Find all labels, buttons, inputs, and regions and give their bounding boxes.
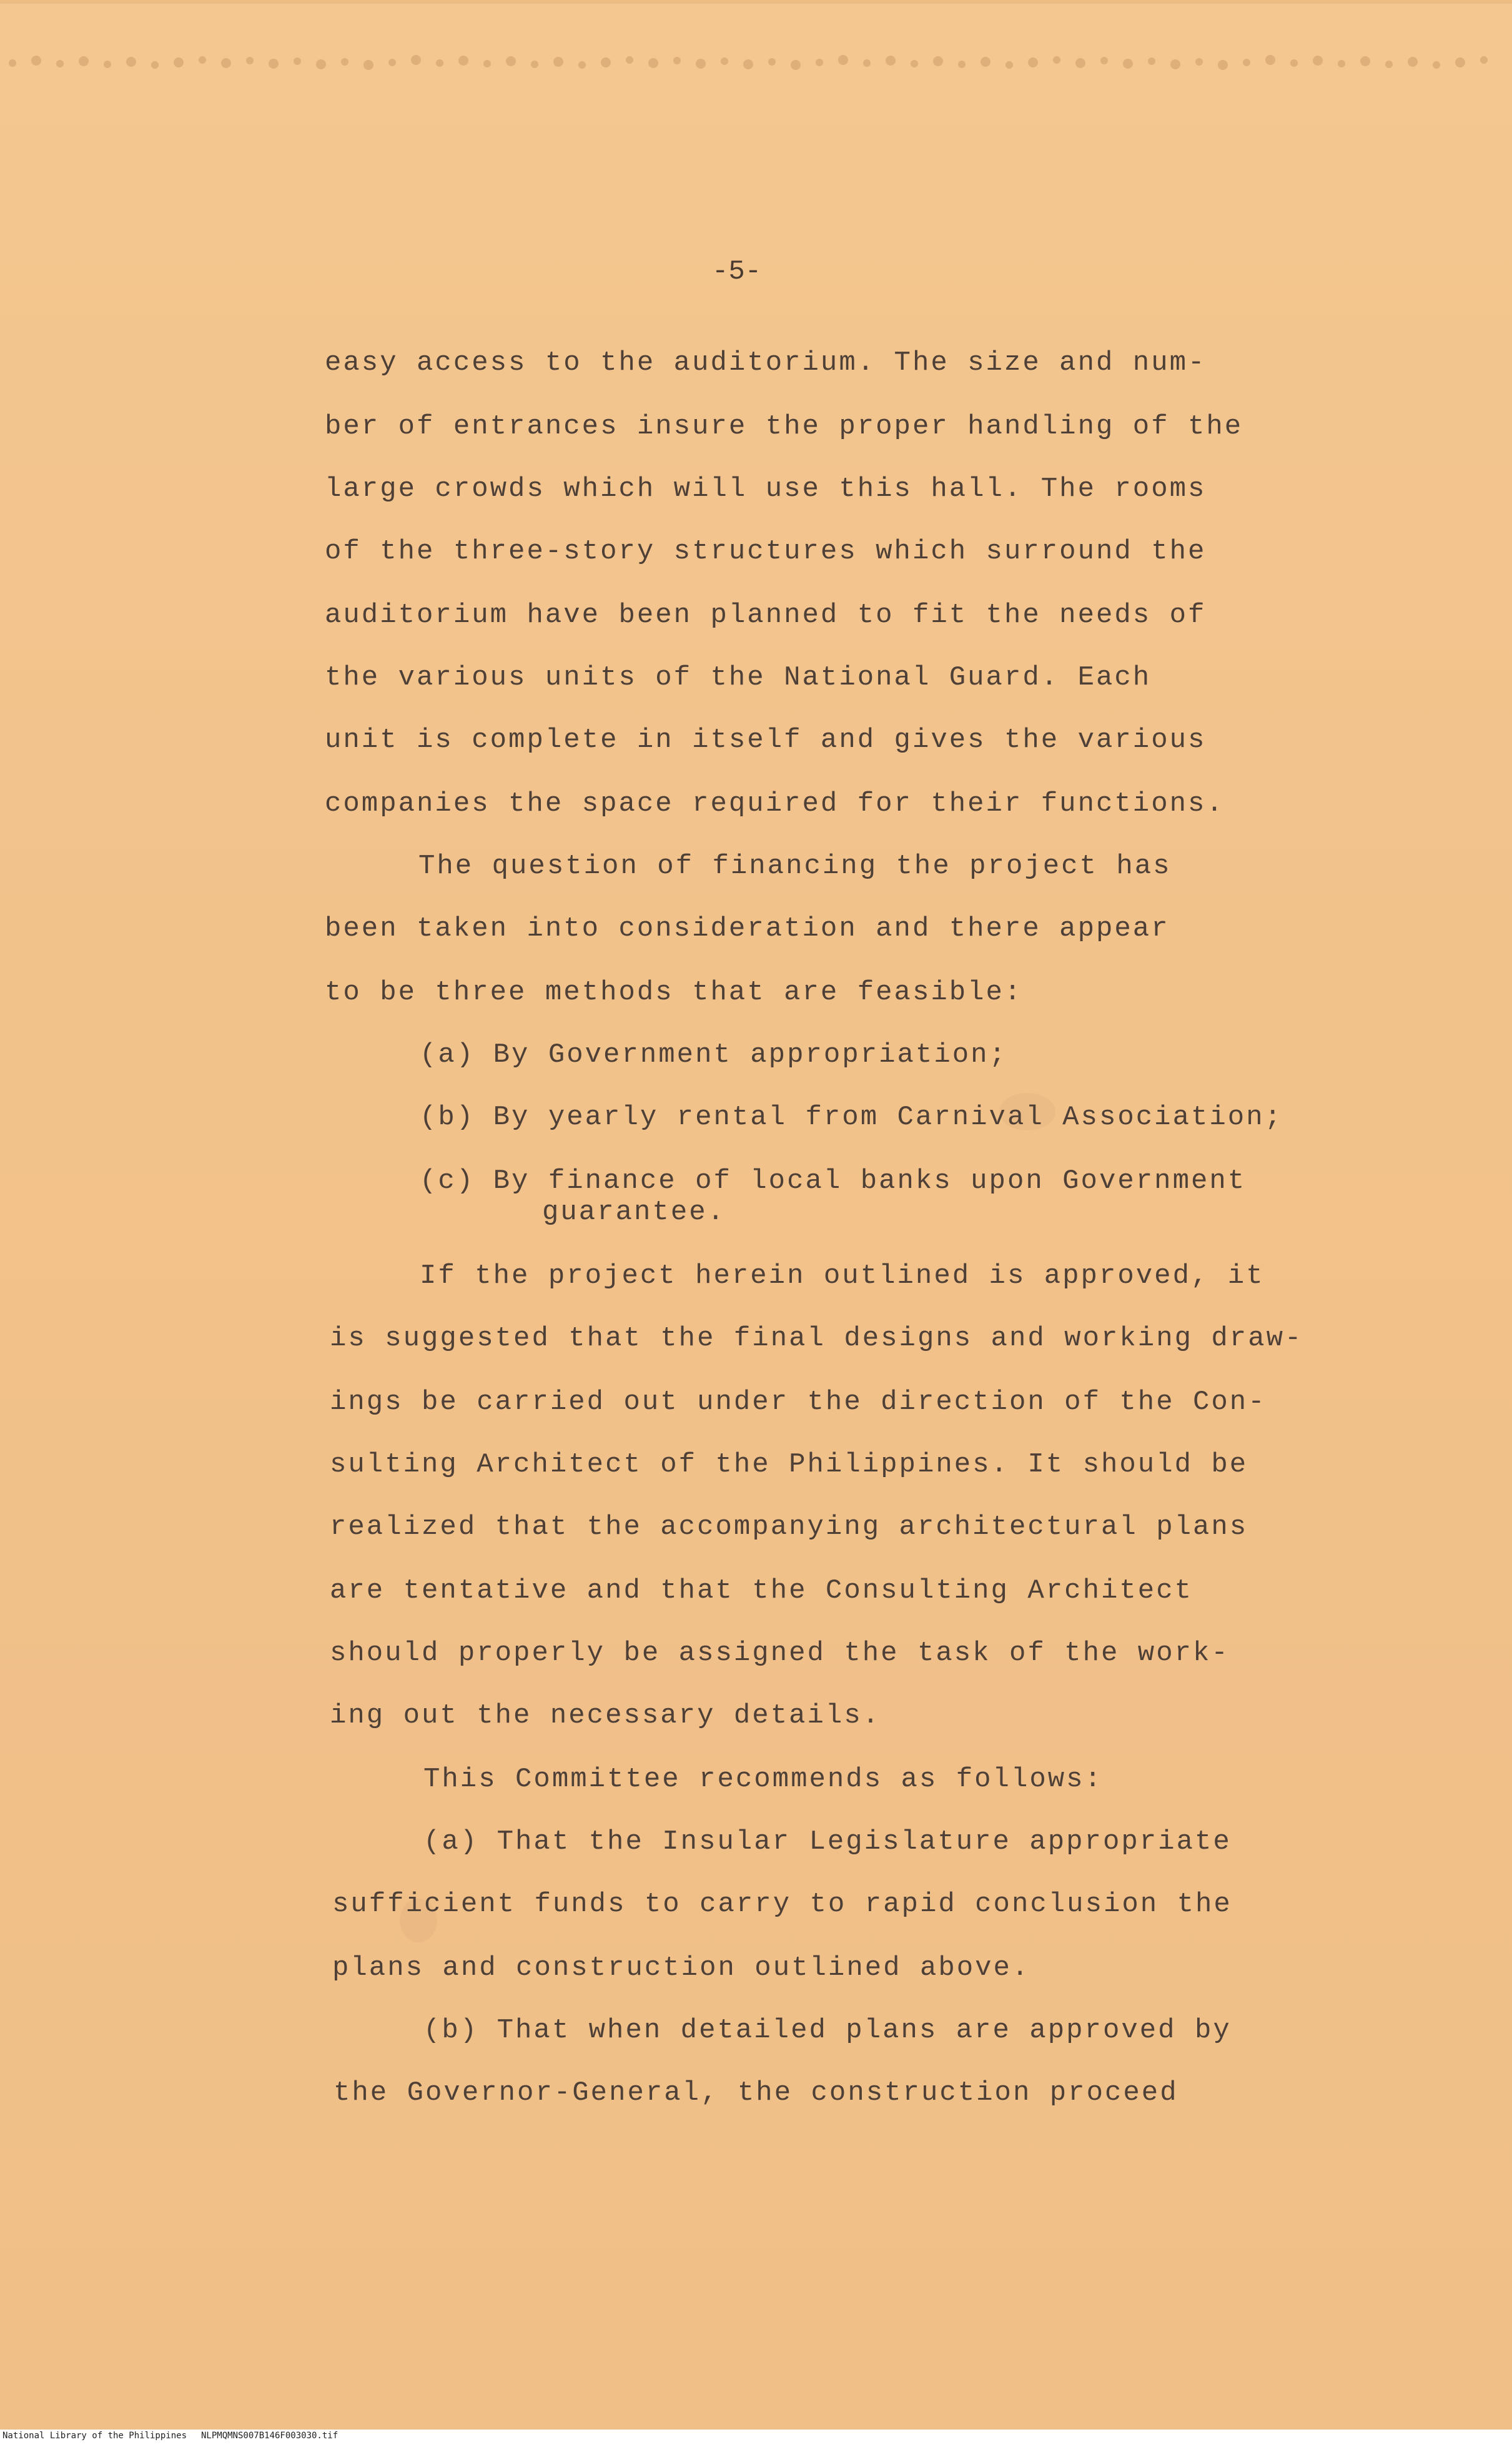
perforation-hole xyxy=(1455,57,1465,67)
perforation-hole xyxy=(1218,60,1228,70)
text-line: ing out the necessary details. xyxy=(330,1700,881,1731)
perforation-hole xyxy=(1433,61,1440,69)
perforation-hole xyxy=(294,57,301,65)
perforation-hole xyxy=(1313,56,1323,66)
text-line: The question of financing the project has xyxy=(418,851,1172,882)
perforation-hole xyxy=(1360,56,1370,66)
perforation-hole xyxy=(221,58,231,68)
perforation-hole xyxy=(31,56,41,66)
perforation-hole xyxy=(1480,56,1488,64)
perforation-hole xyxy=(341,58,348,66)
perforation-hole xyxy=(601,57,611,67)
text-line: If the project herein outlined is approved, it xyxy=(420,1260,1265,1292)
perforation-hole xyxy=(1385,61,1393,68)
perforation-hole xyxy=(1170,59,1180,69)
footer-library-name: National Library of the Philippines xyxy=(2,2431,187,2441)
perforation-hole xyxy=(1028,57,1038,67)
text-line: should properly be assigned the task of the work- xyxy=(330,1638,1230,1669)
perforation-hole xyxy=(506,56,516,66)
perforation-hole xyxy=(1243,59,1250,66)
text-line: sufficient funds to carry to rapid conclusion the xyxy=(332,1889,1232,1920)
perforation-hole xyxy=(1006,61,1013,69)
text-line: easy access to the auditorium. The size and num- xyxy=(325,347,1207,378)
text-line: auditorium have been planned to fit the needs of xyxy=(325,600,1207,631)
perforation-hole xyxy=(104,61,111,68)
list-item: (b) That when detailed plans are approved by xyxy=(423,2015,1232,2046)
list-item: (b) By yearly rental from Carnival Association; xyxy=(420,1102,1283,1133)
text-line: unit is complete in itself and gives the various xyxy=(325,724,1207,756)
perforation-hole xyxy=(911,60,918,67)
perforation-hole xyxy=(1075,58,1085,68)
list-item: (a) That the Insular Legislature appropriate xyxy=(423,1826,1232,1857)
perforation-hole xyxy=(1265,55,1275,65)
perforation-hole xyxy=(933,56,943,66)
perforation-hole xyxy=(1290,59,1298,67)
text-line: the Governor-General, the construction proceed xyxy=(334,2077,1178,2108)
perforation-hole xyxy=(838,55,848,65)
perforation-hole xyxy=(458,56,468,66)
perforation-hole xyxy=(886,56,896,66)
perforation-hole xyxy=(743,59,753,69)
perforation-hole xyxy=(721,57,728,65)
perforation-hole xyxy=(768,58,776,66)
perforation-hole xyxy=(1053,56,1060,64)
text-line: is suggested that the final designs and working draw- xyxy=(330,1323,1303,1354)
footer-file-id: NLPMQMNS007B146F003030.tif xyxy=(201,2431,338,2441)
list-item: (c) By finance of local banks upon Government xyxy=(420,1165,1247,1197)
text-line: of the three-story structures which surround the xyxy=(325,536,1207,567)
perforation-marks xyxy=(0,0,1512,125)
perforation-hole xyxy=(791,60,801,70)
perforation-hole xyxy=(626,56,633,64)
text-line: ber of entrances insure the proper handling of the xyxy=(325,411,1243,442)
perforation-hole xyxy=(696,59,706,69)
text-line: realized that the accompanying architectural plans xyxy=(330,1511,1248,1543)
perforation-hole xyxy=(79,56,89,66)
perforation-hole xyxy=(388,59,396,66)
text-line: large crowds which will use this hall. The rooms xyxy=(325,473,1207,505)
list-item: (a) By Government appropriation; xyxy=(420,1039,1007,1070)
perforation-hole xyxy=(436,59,443,67)
perforation-hole xyxy=(363,60,373,70)
text-line: are tentative and that the Consulting Architect xyxy=(330,1575,1193,1606)
text-line: sulting Architect of the Philippines. It should be xyxy=(330,1449,1248,1480)
perforation-hole xyxy=(1338,60,1345,67)
perforation-hole xyxy=(316,59,326,69)
perforation-hole xyxy=(531,61,538,68)
text-line: This Committee recommends as follows: xyxy=(423,1764,1103,1795)
perforation-hole xyxy=(56,60,64,67)
perforation-hole xyxy=(199,56,206,64)
perforation-hole xyxy=(981,57,991,67)
text-line: been taken into consideration and there appear xyxy=(325,913,1170,944)
perforation-hole xyxy=(578,61,586,69)
text-line: ings be carried out under the direction of the Con- xyxy=(330,1387,1267,1418)
text-line: plans and construction outlined above. xyxy=(332,1952,1030,1984)
perforation-hole xyxy=(673,57,681,64)
perforation-hole xyxy=(269,59,279,69)
perforation-hole xyxy=(174,57,184,67)
perforation-hole xyxy=(1195,58,1203,66)
page-number: -5- xyxy=(712,256,762,287)
perforation-hole xyxy=(1123,59,1133,69)
perforation-hole xyxy=(553,57,563,67)
text-line: the various units of the National Guard. Each xyxy=(325,662,1152,693)
perforation-hole xyxy=(1408,57,1418,67)
perforation-hole xyxy=(9,59,16,67)
perforation-hole xyxy=(816,59,823,66)
perforation-hole xyxy=(863,59,871,67)
text-line: to be three methods that are feasible: xyxy=(325,977,1023,1008)
perforation-hole xyxy=(1148,57,1155,65)
perforation-hole xyxy=(411,55,421,65)
perforation-hole xyxy=(483,60,491,67)
perforation-hole xyxy=(1100,57,1108,64)
list-item-continuation: guarantee. xyxy=(542,1197,726,1228)
perforation-hole xyxy=(126,57,136,67)
text-line: companies the space required for their functions. xyxy=(325,788,1225,819)
perforation-hole xyxy=(648,58,658,68)
perforation-hole xyxy=(151,61,159,69)
perforation-hole xyxy=(246,57,254,64)
perforation-hole xyxy=(958,61,966,68)
